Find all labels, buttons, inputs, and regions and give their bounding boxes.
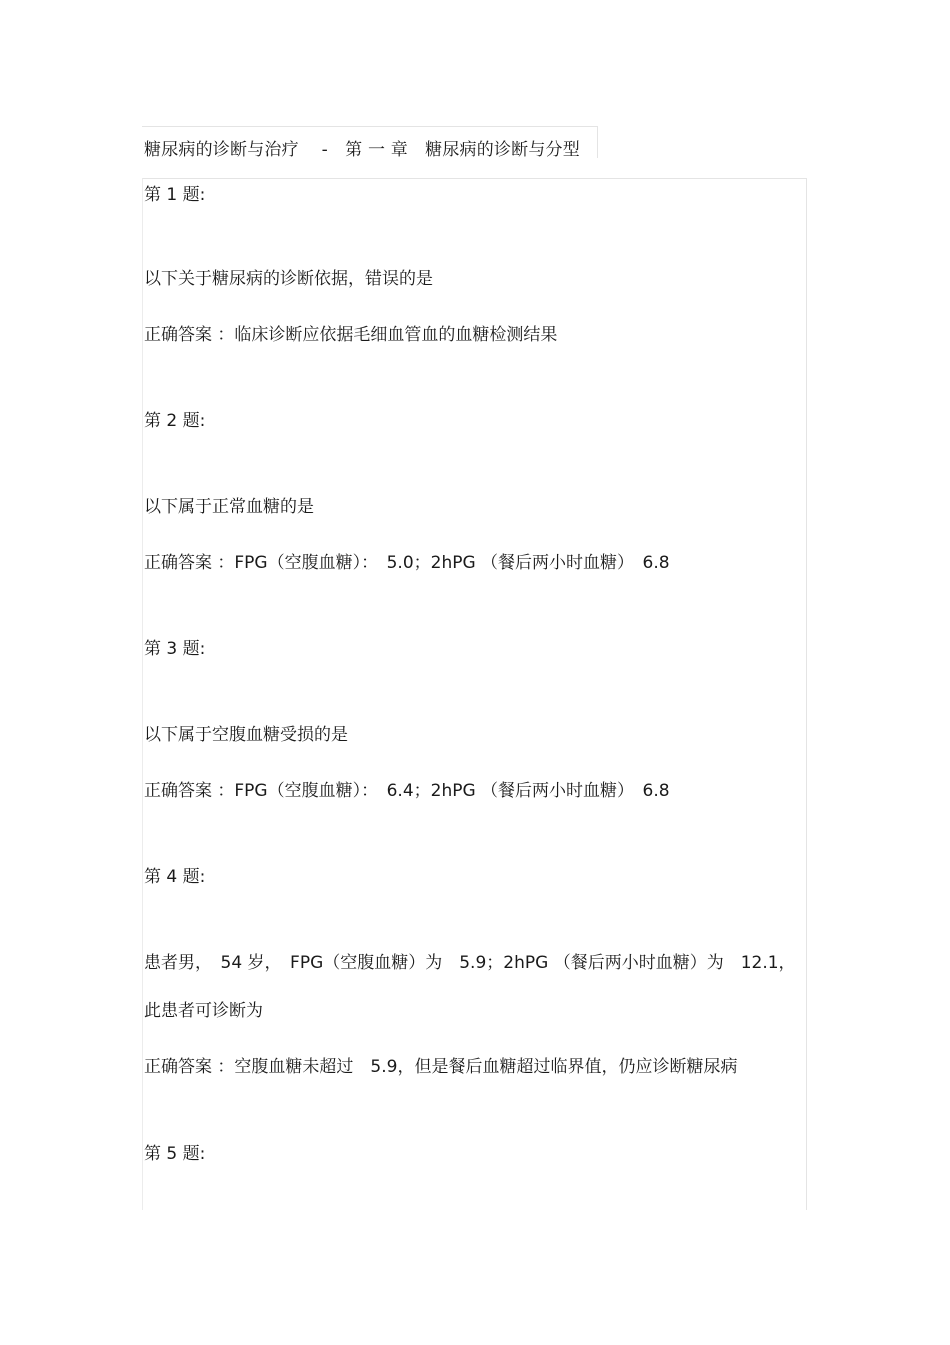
page-title: 糖尿病的诊断与治疗 - 第 一 章 糖尿病的诊断与分型 <box>144 140 580 160</box>
question-5-number: 第 5 题: <box>144 1144 206 1164</box>
question-3-text: 以下属于空腹血糖受损的是 <box>144 725 348 745</box>
question-3-number: 第 3 题: <box>144 639 206 659</box>
question-1-number: 第 1 题: <box>144 185 206 205</box>
question-2-number: 第 2 题: <box>144 411 206 431</box>
question-1-answer: 正确答案 ：临床诊断应依据毛细血管血的血糖检测结果 <box>144 325 558 345</box>
question-2-answer: 正确答案 ：FPG（空腹血糖）： 5.0；2hPG （餐后两小时血糖） 6.8 <box>144 553 670 573</box>
question-4-text: 患者男， 54 岁， FPG（空腹血糖）为 5.9；2hPG （餐后两小时血糖）为 12.1， <box>144 953 796 973</box>
question-1-text: 以下关于糖尿病的诊断依据，错误的是 <box>144 269 433 289</box>
question-2-text: 以下属于正常血糖的是 <box>144 497 314 517</box>
question-4-text-continued: 此患者可诊断为 <box>144 1001 263 1021</box>
question-3-answer: 正确答案 ：FPG（空腹血糖）： 6.4；2hPG （餐后两小时血糖） 6.8 <box>144 781 670 801</box>
question-4-answer: 正确答案 ：空腹血糖未超过 5.9，但是餐后血糖超过临界值，仍应诊断糖尿病 <box>144 1057 738 1077</box>
question-4-number: 第 4 题: <box>144 867 206 887</box>
title-box <box>142 126 598 158</box>
